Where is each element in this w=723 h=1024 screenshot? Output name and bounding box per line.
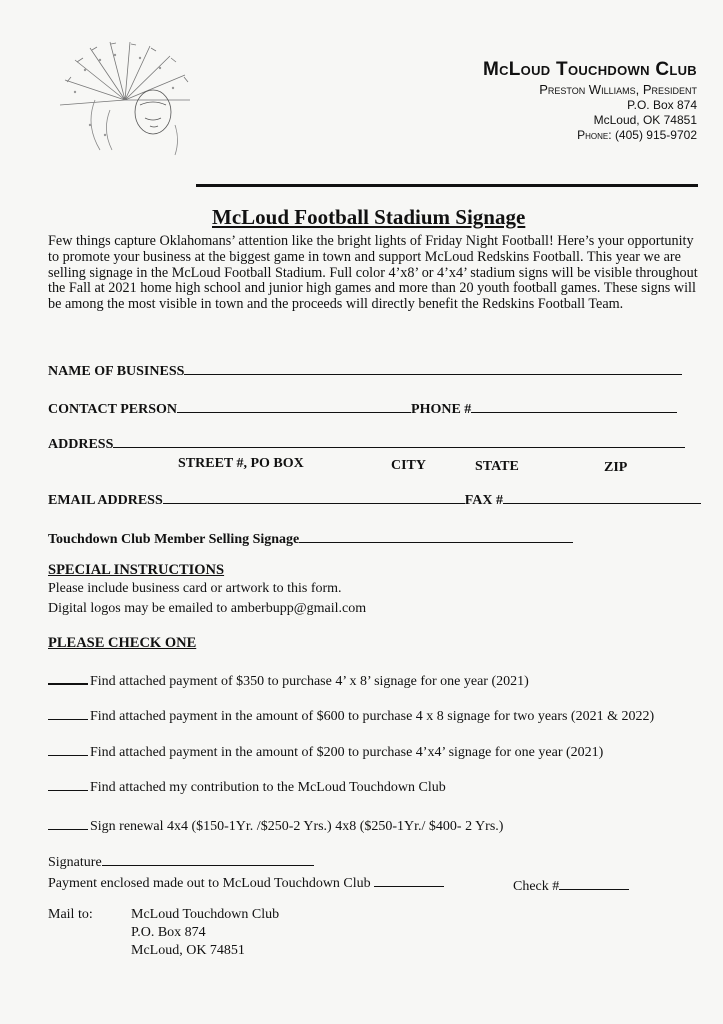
state-sublabel: STATE [475, 459, 519, 474]
mail-line-3: McLoud, OK 74851 [131, 943, 245, 958]
payment-label: Payment enclosed made out to McLoud Touchdown Club [48, 876, 371, 891]
address-label: ADDRESS [48, 437, 114, 452]
contact-field [48, 398, 677, 418]
option-2[interactable] [48, 709, 654, 725]
option-4-checkbox-line[interactable] [48, 790, 88, 791]
mail-line-2: P.O. Box 874 [131, 925, 206, 940]
check-number-input-line[interactable] [559, 875, 629, 890]
email-input-line[interactable] [163, 489, 465, 504]
option-5-checkbox-line[interactable] [48, 829, 88, 830]
option-5-label: Sign renewal 4x4 ($150-1Yr. /$250-2 Yrs.) 4x8 ($250-1Yr./ $400- 2 Yrs.) [90, 819, 504, 834]
email-field [48, 489, 701, 509]
page-title: McLoud Football Stadium Signage [212, 205, 526, 229]
org-info [483, 58, 697, 143]
email-label: EMAIL ADDRESS [48, 493, 163, 508]
org-city: McLoud, OK 74851 [593, 113, 697, 127]
signature-label: Signature [48, 855, 102, 870]
signature-input-line[interactable] [102, 851, 314, 866]
org-president: Preston Williams, President [539, 81, 697, 97]
phone-label: PHONE # [411, 402, 472, 417]
option-1-checkbox-line[interactable] [48, 683, 88, 685]
option-4-label: Find attached my contribution to the McLoud Touchdown Club [90, 780, 446, 795]
address-input-line[interactable] [113, 433, 685, 448]
org-name: McLoud Touchdown Club [482, 59, 697, 80]
mail-to-label: Mail to: [48, 907, 93, 922]
fax-label: FAX # [464, 493, 503, 508]
fax-input-line[interactable] [503, 489, 701, 504]
special-line-1: Please include business card or artwork to this form. [48, 581, 342, 596]
option-4[interactable] [48, 780, 446, 796]
signature-field [48, 851, 314, 871]
club-logo [55, 40, 195, 160]
business-field [48, 360, 682, 380]
phone-input-line[interactable] [471, 398, 677, 413]
option-2-checkbox-line[interactable] [48, 719, 88, 720]
org-po-box: P.O. Box 874 [627, 98, 697, 112]
org-phone-number: (405) 915-9702 [614, 128, 697, 142]
headdress-logo-icon [55, 40, 195, 160]
option-3[interactable] [48, 745, 603, 761]
org-phone-label: Phone: [577, 128, 612, 142]
member-label: Touchdown Club Member Selling Signage [48, 532, 300, 547]
option-5[interactable] [48, 819, 503, 835]
zip-sublabel: ZIP [604, 460, 628, 475]
contact-label: CONTACT PERSON [48, 402, 178, 417]
option-2-label: Find attached payment in the amount of $600 to purchase 4 x 8 signage for two years (2021 & 2022) [90, 709, 655, 724]
option-1[interactable] [48, 674, 529, 690]
check-number-label: Check # [513, 879, 560, 894]
check-one-heading: PLEASE CHECK ONE [48, 635, 197, 651]
check-number-field [513, 875, 629, 895]
org-phone [483, 128, 697, 143]
address-field [48, 433, 685, 453]
special-line-2: Digital logos may be emailed to amberbupp@gmail.com [48, 601, 367, 616]
option-3-label: Find attached payment in the amount of $200 to purchase 4’x4’ signage for one year (2021) [90, 745, 604, 760]
street-sublabel: STREET #, PO BOX [178, 456, 304, 471]
option-1-label: Find attached payment of $350 to purchase 4’ x 8’ signage for one year (2021) [90, 674, 529, 689]
member-field [48, 528, 573, 548]
contact-input-line[interactable] [177, 398, 411, 413]
city-sublabel: CITY [391, 458, 427, 473]
option-3-checkbox-line[interactable] [48, 755, 88, 756]
intro-paragraph: Few things capture Oklahomans’ attention like the bright lights of Friday Night Football! Here’s your opportunity to promote your business at the biggest game in town and support McLoud Redskins Football. This year we are selling signage in the McLoud Football Stadium. Full color 4’x8’ or 4’x4’ stadium signs will be visible throughout the Fall at 2021 home high school and junior high games and more than 20 youth football games. These signs will be among the most visible in town and the proceeds will directly benefit the Redskins Football Team. [48, 233, 698, 313]
special-instructions-heading: SPECIAL INSTRUCTIONS [48, 562, 225, 578]
member-input-line[interactable] [299, 528, 573, 543]
payment-field [48, 872, 444, 892]
business-label: NAME OF BUSINESS [48, 364, 185, 379]
payment-input-line[interactable] [374, 872, 444, 887]
business-input-line[interactable] [184, 360, 682, 375]
mail-line-1: McLoud Touchdown Club [131, 907, 280, 922]
header-divider [196, 184, 698, 187]
